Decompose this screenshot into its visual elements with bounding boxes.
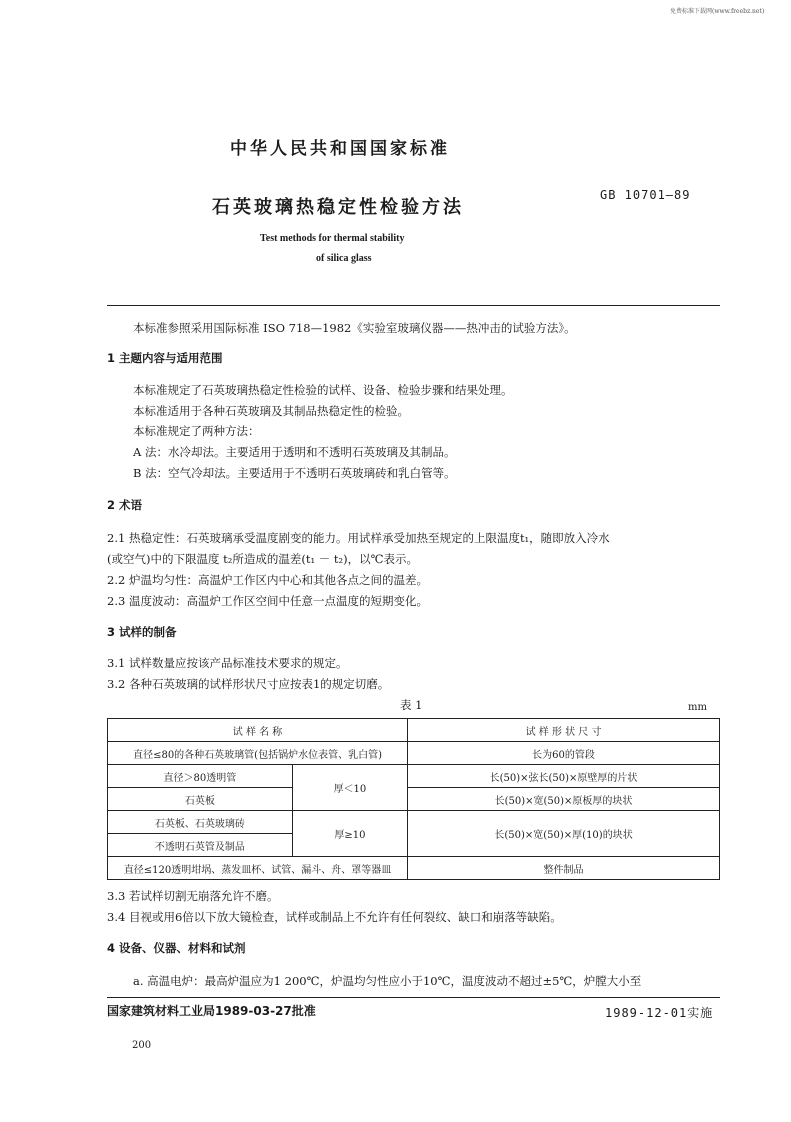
table-cell: 不透明石英管及制品	[108, 834, 293, 857]
specimen-table	[107, 718, 720, 880]
header-rule	[107, 305, 720, 306]
section-1-heading: 1 主题内容与适用范围	[107, 351, 223, 365]
table-cell: 石英板	[108, 788, 293, 811]
clause-3-3: 3.3 若试样切割无崩落允许不磨。	[107, 889, 279, 903]
table-row	[108, 811, 720, 834]
table-cell: 长(50)×宽(50)×原板厚的块状	[408, 788, 720, 811]
section-4-heading: 4 设备、仪器、材料和试剂	[107, 941, 246, 955]
document-title: 石英玻璃热稳定性检验方法	[212, 197, 464, 218]
approval-date: 国家建筑材料工业局1989-03-27批准	[107, 1004, 316, 1018]
clause-3-2: 3.2 各种石英玻璃的试样形状尺寸应按表1的规定切磨。	[107, 677, 390, 691]
section-1-line: 本标准适用于各种石英玻璃及其制品热稳定性的检验。	[133, 404, 409, 418]
section-1-line: 本标准规定了石英玻璃热稳定性检验的试样、设备、检验步骤和结果处理。	[133, 383, 513, 397]
standard-code: GB 10701—89	[600, 188, 691, 202]
table-cell: 长(50)×弦长(50)×原壁厚的片状	[408, 765, 720, 788]
section-1-line: A 法：水冷却法。主要适用于透明和不透明石英玻璃及其制品。	[133, 445, 456, 459]
table-cell: 直径＞80透明管	[108, 765, 293, 788]
clause-3-1: 3.1 试样数量应按该产品标准技术要求的规定。	[107, 656, 348, 670]
table-row	[108, 857, 720, 880]
table-cell: 长为60的管段	[408, 742, 720, 765]
term-2-1-line1: 2.1 热稳定性：石英玻璃承受温度剧变的能力。用试样承受加热至规定的上限温度t₁，随即放入冷水	[107, 531, 610, 545]
english-title-line2: of silica glass	[316, 253, 372, 264]
footer-rule	[107, 997, 720, 998]
section-1-line: B 法：空气冷却法。主要适用于不透明石英玻璃砖和乳白管等。	[133, 466, 456, 480]
header-specimen-name: 试 样 名 称	[108, 719, 408, 742]
table-unit: mm	[688, 702, 707, 713]
table-cell: 长(50)×宽(50)×厚(10)的块状	[408, 811, 720, 857]
national-standard-heading: 中华人民共和国国家标准	[230, 139, 450, 159]
table-cell: 厚＜10	[292, 765, 407, 811]
section-1-line: 本标准规定了两种方法：	[133, 424, 260, 438]
term-2-3: 2.3 温度波动：高温炉工作区空间中任意一点温度的短期变化。	[107, 594, 428, 608]
english-title-line1: Test methods for thermal stability	[260, 233, 405, 244]
page-number: 200	[132, 1040, 152, 1051]
table-row	[108, 765, 720, 788]
effective-date: 1989-12-01实施	[605, 1006, 714, 1020]
section-3-heading: 3 试样的制备	[107, 625, 177, 639]
table-row	[108, 742, 720, 765]
table-cell: 直径≤120透明坩埚、蒸发皿杯、试管、漏斗、舟、罩等器皿	[108, 857, 408, 880]
header-specimen-shape: 试 样 形 状 尺 寸	[408, 719, 720, 742]
term-2-2: 2.2 炉温均匀性：高温炉工作区内中心和其他各点之间的温差。	[107, 573, 428, 587]
section-2-heading: 2 术语	[107, 498, 143, 512]
clause-3-4: 3.4 目视或用6倍以下放大镜检查，试样或制品上不允许有任何裂纹、缺口和崩落等缺陷。	[107, 910, 562, 924]
table-cell: 整件制品	[408, 857, 720, 880]
table-header-row	[108, 719, 720, 742]
table-caption: 表 1	[400, 698, 423, 712]
intro-paragraph: 本标准参照采用国际标准 ISO 718—1982《实验室玻璃仪器——热冲击的试验方法》。	[133, 321, 576, 335]
table-cell: 厚≥10	[292, 811, 407, 857]
watermark: 免费标准下载网(www.freebz.net)	[670, 8, 765, 15]
table-cell: 直径≤80的各种石英玻璃管(包括锅炉水位表管、乳白管)	[108, 742, 408, 765]
term-2-1-line2: (或空气)中的下限温度 t₂所造成的温差(t₁ － t₂)，以℃表示。	[107, 552, 418, 566]
table-cell: 石英板、石英玻璃砖	[108, 811, 293, 834]
clause-4-a: a. 高温电炉：最高炉温应为1 200℃，炉温均匀性应小于10℃，温度波动不超过±5℃，炉膛大小至	[133, 974, 642, 988]
table-row	[108, 788, 720, 811]
